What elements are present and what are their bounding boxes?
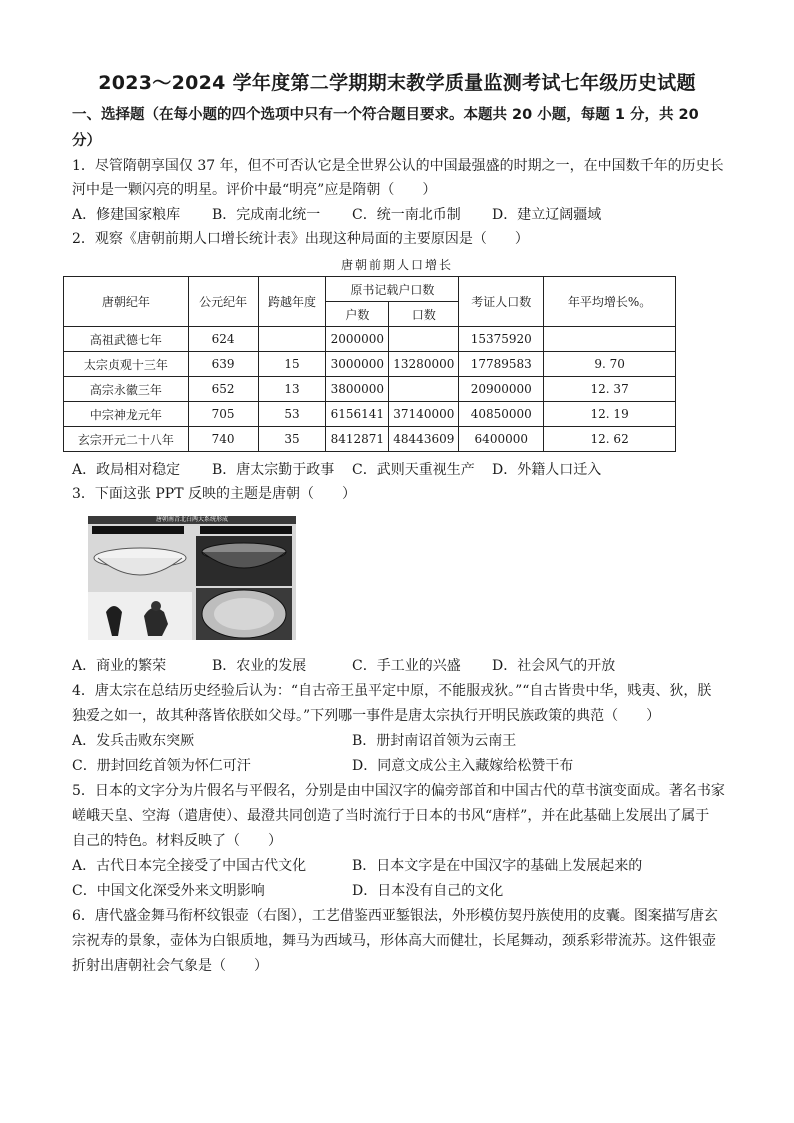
q1-option-c: C．统一南北币制 bbox=[352, 207, 461, 223]
q1-option-d: D．建立辽阔疆域 bbox=[492, 207, 602, 223]
q1-line1: 1．尽管隋朝享国仅 37 年，但不可否认它是全世界公认的中国最强盛的时期之一，在中国数千年的历史长 bbox=[72, 158, 724, 174]
section-heading: 一、选择题（在每小题的四个选项中只有一个符合题目要求。本题共 20 小题，每题 1 分，共 20 分） bbox=[72, 107, 699, 149]
q2-option-d: D．外籍人口迁入 bbox=[492, 462, 602, 478]
cell-rate: 12. 62 bbox=[544, 427, 676, 452]
q5-option-c: C．中国文化深受外来文明影响 bbox=[72, 883, 265, 899]
cell-span: 53 bbox=[258, 402, 326, 427]
table-row bbox=[64, 352, 676, 377]
q1-line2: 河中是一颗闪亮的明星。评价中最“明亮”应是隋朝（ ） bbox=[72, 182, 437, 198]
cell-verified: 40850000 bbox=[459, 402, 544, 427]
q4-line2: 独爱之如一，故其种落皆依朕如父母。”下列哪一事件是唐太宗执行开明民族政策的典范（ ） bbox=[72, 708, 661, 724]
cell-rate: 9. 70 bbox=[544, 352, 676, 377]
q2-option-c: C．武则天重视生产 bbox=[352, 462, 475, 478]
table-caption: 唐朝前期人口增长 bbox=[340, 258, 453, 272]
q3-option-a: A．商业的繁荣 bbox=[72, 658, 167, 674]
cell-persons bbox=[389, 377, 459, 402]
cell-verified: 20900000 bbox=[459, 377, 544, 402]
header-recorded: 原书记载户口数 bbox=[326, 277, 459, 302]
table-row bbox=[64, 377, 676, 402]
cell-rate: 12. 19 bbox=[544, 402, 676, 427]
q5-line2: 嵯峨天皇、空海（遣唐使）、最澄共同创造了当时流行于日本的书风“唐样”，并在此基础上发展出了属于 bbox=[72, 808, 710, 824]
header-persons: 口数 bbox=[389, 302, 459, 327]
cell-persons bbox=[389, 327, 459, 352]
table-row bbox=[64, 402, 676, 427]
q5-line1: 5．日本的文字分为片假名与平假名，分别是由中国汉字的偏旁部首和中国古代的草书演变面成。著名书家 bbox=[72, 783, 725, 799]
cell-verified: 6400000 bbox=[459, 427, 544, 452]
q3-option-b: B．农业的发展 bbox=[212, 658, 307, 674]
porcelain-illustration bbox=[88, 516, 296, 640]
cell-year: 639 bbox=[188, 352, 258, 377]
cell-persons: 13280000 bbox=[389, 352, 459, 377]
q1-option-a: A．修建国家粮库 bbox=[72, 207, 181, 223]
cell-rate: 12. 37 bbox=[544, 377, 676, 402]
q5-option-d: D．日本没有自己的文化 bbox=[352, 883, 504, 899]
q6-line3: 折射出唐朝社会气象是（ ） bbox=[72, 958, 268, 974]
cell-persons: 48443609 bbox=[389, 427, 459, 452]
q4-line1: 4．唐太宗在总结历史经验后认为：“自古帝王虽平定中原，不能服戎狄。”“自古皆贵中华，贱夷、狄，朕 bbox=[72, 683, 712, 699]
header-verified: 考证人口数 bbox=[459, 277, 544, 327]
cell-rate bbox=[544, 327, 676, 352]
header-year: 公元纪年 bbox=[188, 277, 258, 327]
q5-option-b: B．日本文字是在中国汉字的基础上发展起来的 bbox=[352, 858, 643, 874]
cell-year: 652 bbox=[188, 377, 258, 402]
q2-option-b: B．唐太宗勤于政事 bbox=[212, 462, 335, 478]
cell-era: 太宗贞观十三年 bbox=[64, 352, 189, 377]
q5-line3: 自己的特色。材料反映了（ ） bbox=[72, 833, 282, 849]
cell-era: 玄宗开元二十八年 bbox=[64, 427, 189, 452]
q4-option-d: D．同意文成公主入藏嫁给松赞干布 bbox=[352, 758, 574, 774]
q4-option-c: C．册封回纥首领为怀仁可汗 bbox=[72, 758, 251, 774]
ppt-image bbox=[88, 516, 296, 640]
q4-option-b: B．册封南诏首领为云南王 bbox=[352, 733, 517, 749]
cell-verified: 15375920 bbox=[459, 327, 544, 352]
header-era: 唐朝纪年 bbox=[64, 277, 189, 327]
q2-line1: 2．观察《唐朝前期人口增长统计表》出现这种局面的主要原因是（ ） bbox=[72, 231, 529, 247]
cell-year: 705 bbox=[188, 402, 258, 427]
population-table bbox=[63, 276, 676, 452]
cell-span: 13 bbox=[258, 377, 326, 402]
cell-year: 624 bbox=[188, 327, 258, 352]
cell-households: 8412871 bbox=[326, 427, 389, 452]
cell-households: 3000000 bbox=[326, 352, 389, 377]
table-row bbox=[64, 427, 676, 452]
header-households: 户数 bbox=[326, 302, 389, 327]
cell-era: 高宗永徽三年 bbox=[64, 377, 189, 402]
cell-era: 高祖武德七年 bbox=[64, 327, 189, 352]
cell-span bbox=[258, 327, 326, 352]
cell-households: 6156141 bbox=[326, 402, 389, 427]
ppt-banner: 唐朝南青北白两大系统形成 bbox=[88, 516, 296, 524]
header-span: 跨越年度 bbox=[258, 277, 326, 327]
cell-year: 740 bbox=[188, 427, 258, 452]
q3-option-c: C．手工业的兴盛 bbox=[352, 658, 461, 674]
table-row bbox=[64, 327, 676, 352]
q1-option-b: B．完成南北统一 bbox=[212, 207, 321, 223]
white-bowl-body bbox=[98, 558, 182, 575]
cell-span: 15 bbox=[258, 352, 326, 377]
cell-span: 35 bbox=[258, 427, 326, 452]
cell-households: 2000000 bbox=[326, 327, 389, 352]
cell-households: 3800000 bbox=[326, 377, 389, 402]
cell-era: 中宗神龙元年 bbox=[64, 402, 189, 427]
q6-line2: 宗祝寿的景象，壶体为白银质地，舞马为西域马，形体高大而健壮，长尾舞动，颈系彩带流苏。这件银壶 bbox=[72, 933, 716, 949]
q3-option-d: D．社会风气的开放 bbox=[492, 658, 616, 674]
q2-option-a: A．政局相对稳定 bbox=[72, 462, 181, 478]
cell-persons: 37140000 bbox=[389, 402, 459, 427]
q4-option-a: A．发兵击败东突厥 bbox=[72, 733, 195, 749]
q6-line1: 6．唐代盛金舞马衔杯纹银壶（右图），工艺借鉴西亚錾银法，外形模仿契丹族使用的皮囊。图案描写唐玄 bbox=[72, 908, 718, 924]
q3-line1: 3．下面这张 PPT 反映的主题是唐朝（ ） bbox=[72, 486, 356, 502]
header-rate: 年平均增长%。 bbox=[544, 277, 676, 327]
q5-option-a: A．古代日本完全接受了中国古代文化 bbox=[72, 858, 307, 874]
exam-title: 2023～2024 学年度第二学期期末教学质量监测考试七年级历史试题 bbox=[98, 72, 696, 94]
cell-verified: 17789583 bbox=[459, 352, 544, 377]
